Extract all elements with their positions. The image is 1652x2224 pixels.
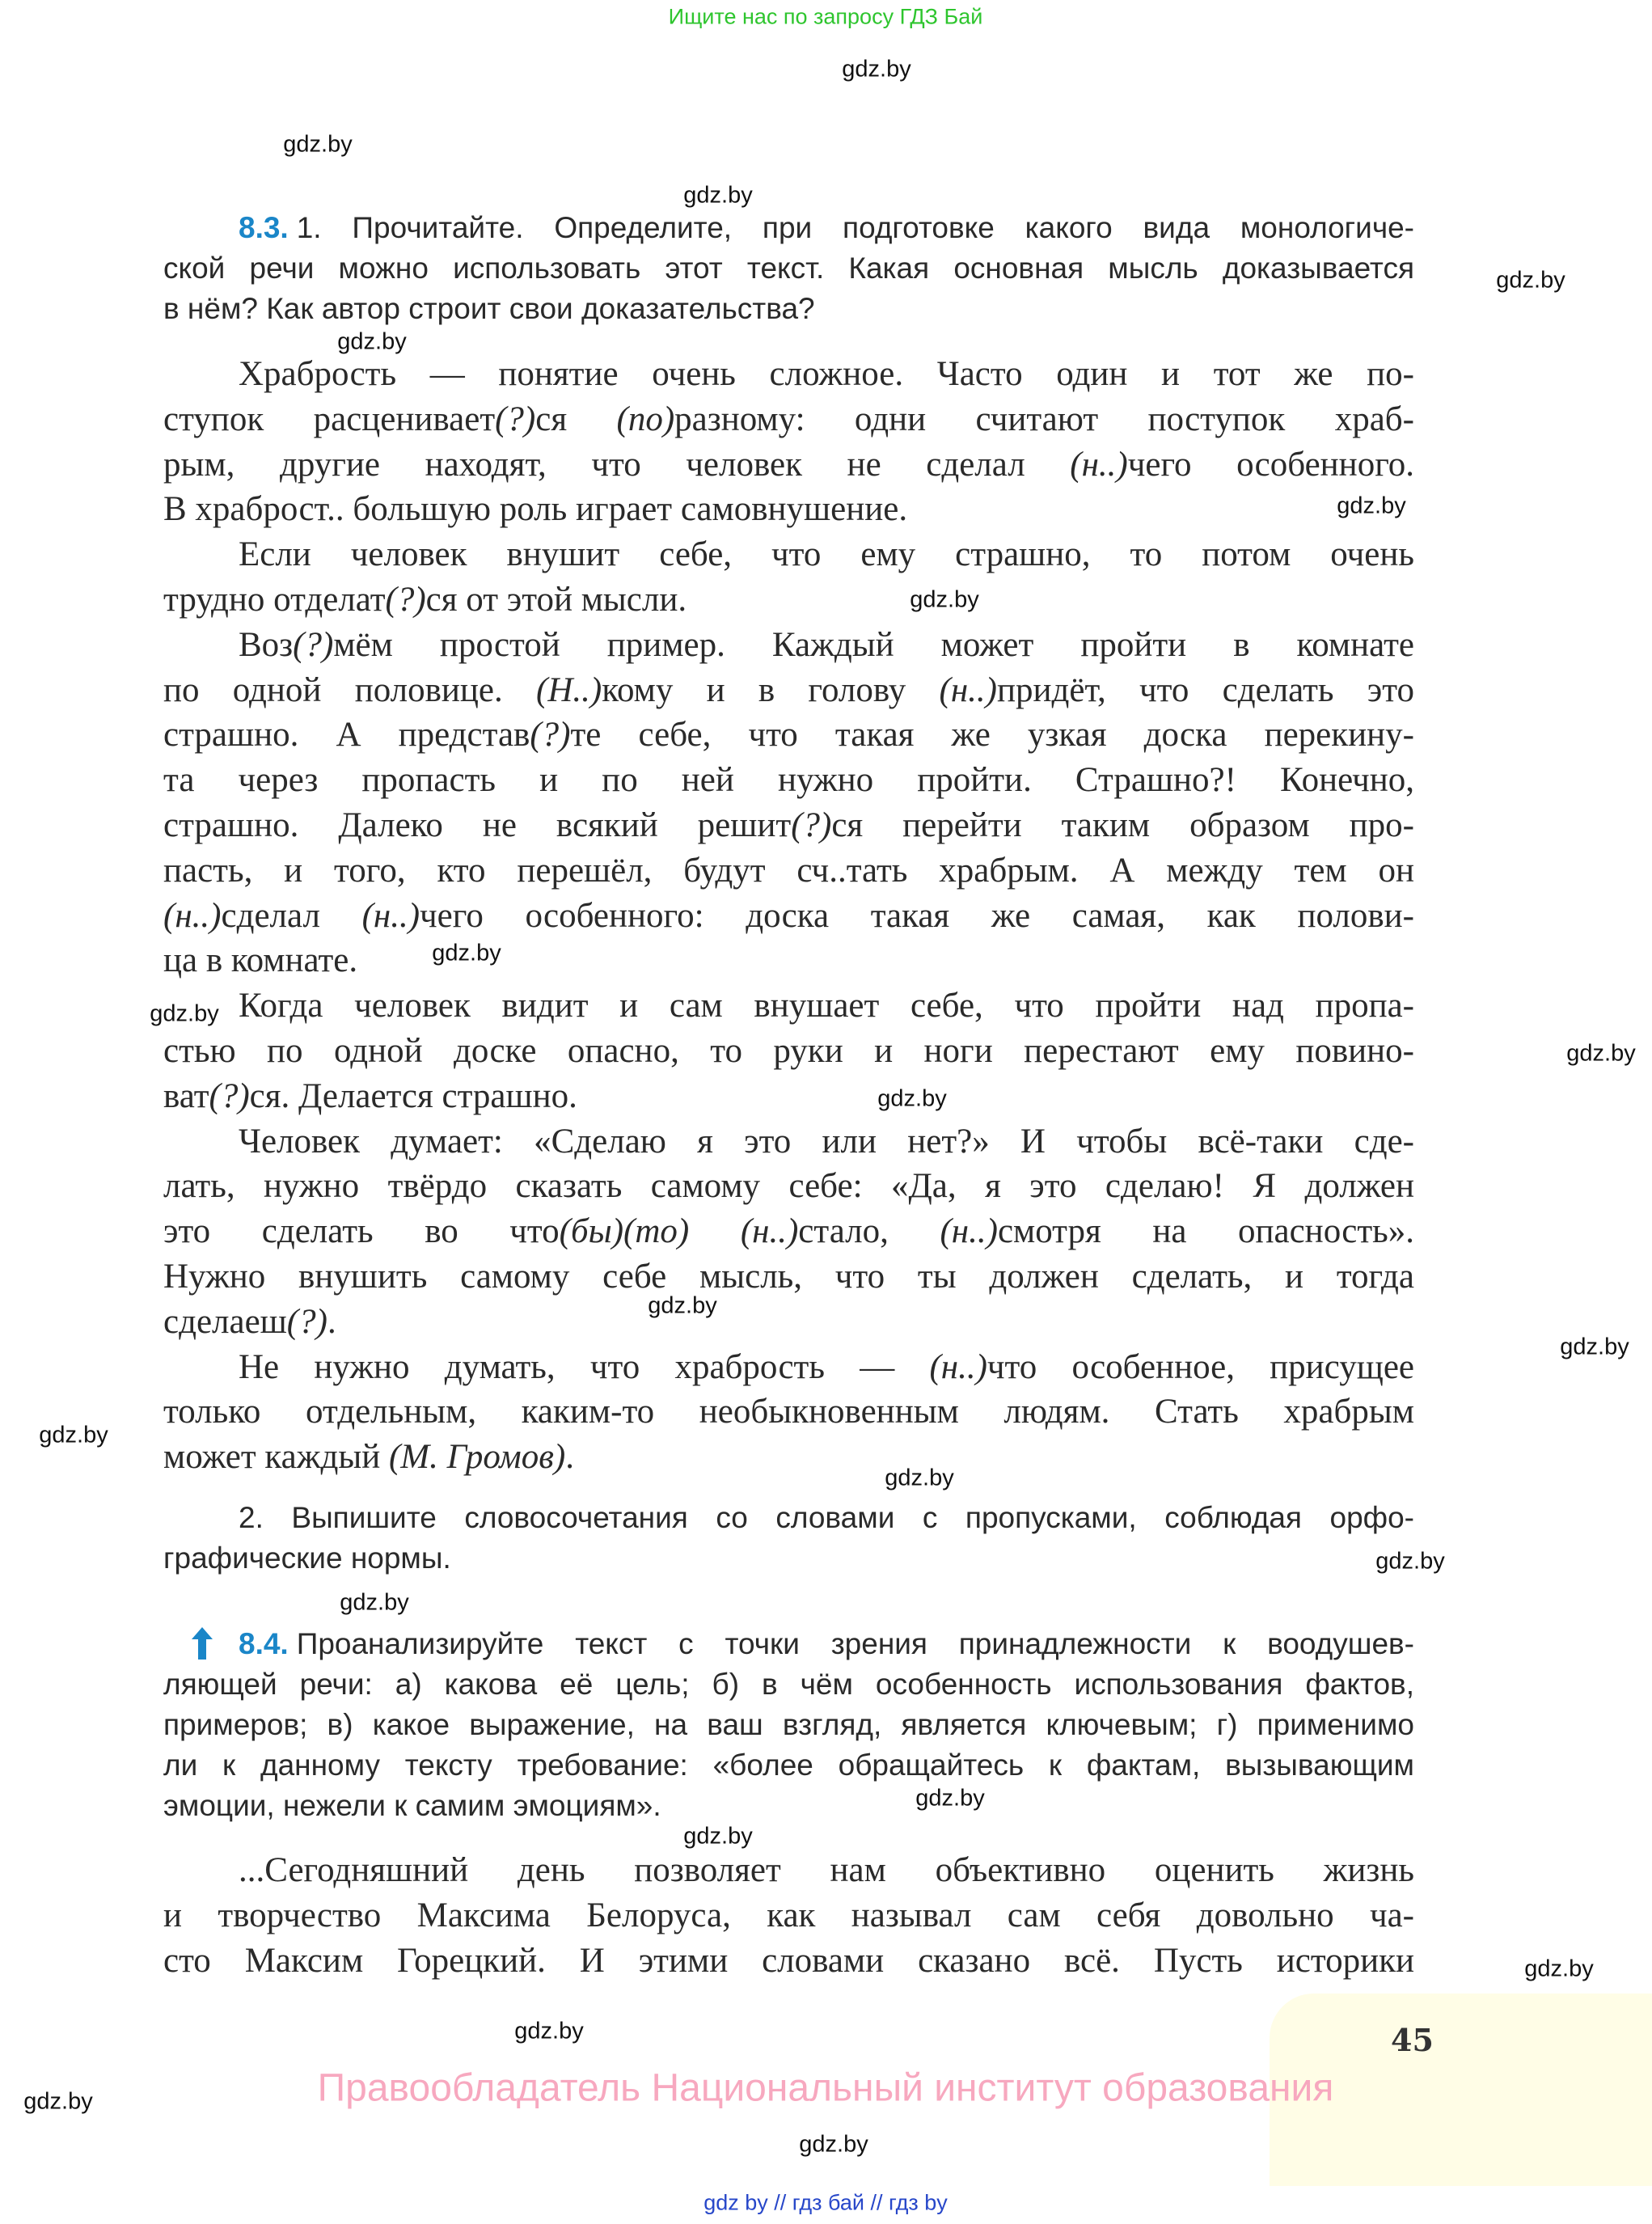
bottom-links[interactable]: gdz by // гдз бай // гдз by xyxy=(703,2190,948,2215)
text-line: это сделать во что(бы)(то) (н..)стало, (н..)смотря на опасность». xyxy=(163,1212,1415,1251)
watermark: gdz.by xyxy=(514,2018,584,2044)
task-line: 2. Выпишите словосочетания со словами с пропусками, соблюдая орфо- xyxy=(239,1501,1414,1534)
watermark: gdz.by xyxy=(877,1085,947,1112)
task-line: ской речи можно использовать этот текст. Какая основная мысль доказывается xyxy=(163,252,1414,285)
text-line: стью по одной доске опасно, то руки и ноги перестают ему повино- xyxy=(163,1031,1414,1070)
watermark: gdz.by xyxy=(1560,1334,1629,1360)
text-line: ...Сегодняшний день позволяет нам объективно оценить жизнь xyxy=(239,1851,1414,1889)
task-line: ляющей речи: а) какова её цель; б) в чём особенность использования фактов, xyxy=(163,1668,1414,1701)
watermark: gdz.by xyxy=(150,1000,219,1027)
task-text: 1. Прочитайте. Определите, при подготовке какого вида монологиче- xyxy=(296,211,1414,244)
text-line: лать, нужно твёрдо сказать самому себе: «Да, я это сделаю! Я должен xyxy=(163,1167,1414,1206)
rights-holder-notice: Правообладатель Национальный институт образования xyxy=(317,2066,1334,2110)
watermark: gdz.by xyxy=(1375,1548,1445,1575)
watermark: gdz.by xyxy=(283,131,353,158)
text-line: Когда человек видит и сам внушает себе, что пройти над пропа- xyxy=(239,987,1414,1025)
exercise-8-3-text xyxy=(163,352,1414,1480)
text-line: Если человек внушит себе, что ему страшно, то потом очень xyxy=(239,535,1414,574)
watermark: gdz.by xyxy=(432,940,501,966)
text-line: только отдельным, каким-то необыкновенным людям. Стать храбрым xyxy=(163,1393,1414,1431)
watermark: gdz.by xyxy=(1524,1956,1594,1982)
task-line: эмоции, нежели к самим эмоциям». xyxy=(163,1789,661,1822)
task-line: примеров; в) какое выражение, на ваш взгляд, является ключевым; г) применимо xyxy=(163,1708,1414,1741)
exercise-8-3-task xyxy=(163,208,1414,329)
text-line: может каждый (М. Громов). xyxy=(163,1438,574,1477)
text-line: по одной половице. (Н..)кому и в голову (н..)придёт, что сделать это xyxy=(163,670,1414,709)
text-line: и творчество Максима Белоруса, как называл сам себя довольно ча- xyxy=(163,1896,1414,1934)
text-line: Храбрость — понятие очень сложное. Часто один и тот же по- xyxy=(239,355,1414,393)
text-line: ступок расценивает(?)ся (по)разному: одни считают поступок храб- xyxy=(163,400,1414,438)
text-line: страшно. Далеко не всякий решит(?)ся перейти таким образом про- xyxy=(163,805,1414,844)
top-banner[interactable]: Ищите нас по запросу ГДЗ Бай xyxy=(668,4,983,29)
exercise-8-3-task2 xyxy=(163,1498,1414,1579)
task-line: графические нормы. xyxy=(163,1541,451,1575)
task-text: Проанализируйте текст с точки зрения принадлежности к воодушев- xyxy=(296,1627,1414,1660)
exercise-8-4-task xyxy=(163,1624,1414,1826)
watermark: gdz.by xyxy=(340,1589,409,1616)
text-line: ца в комнате. xyxy=(163,941,358,980)
arrow-up-icon xyxy=(192,1627,213,1660)
watermark: gdz.by xyxy=(799,2131,868,2158)
task-line xyxy=(163,208,1414,248)
exercise-8-4-text xyxy=(163,1848,1414,1983)
text-line: пасть, и того, кто перешёл, будут сч..тать храбрым. А между тем он xyxy=(163,851,1414,890)
page-number: 45 xyxy=(1391,2022,1434,2058)
watermark: gdz.by xyxy=(1566,1040,1636,1067)
watermark: gdz.by xyxy=(1337,493,1406,519)
watermark: gdz.by xyxy=(683,1823,753,1850)
watermark: gdz.by xyxy=(337,328,407,355)
text-line: та через пропасть и по ней нужно пройти. Страшно?! Конечно, xyxy=(163,761,1414,800)
watermark: gdz.by xyxy=(23,2088,93,2115)
exercise-label: 8.3. xyxy=(239,211,289,244)
exercise-label: 8.4. xyxy=(239,1627,289,1660)
text-line: сделаеш(?). xyxy=(163,1302,336,1341)
watermark: gdz.by xyxy=(885,1465,954,1491)
text-line: Нужно внушить самому себе мысль, что ты должен сделать, и тогда xyxy=(163,1257,1414,1296)
text-line: Воз(?)мём простой пример. Каждый может пройти в комнате xyxy=(239,625,1414,664)
watermark: gdz.by xyxy=(910,586,979,613)
text-line: ват(?)ся. Делается страшно. xyxy=(163,1076,577,1115)
text-line: трудно отделат(?)ся от этой мысли. xyxy=(163,580,687,619)
task-line: в нём? Как автор строит свои доказательства? xyxy=(163,292,815,325)
text-line: рым, другие находят, что человек не сделал (н..)чего особенного. xyxy=(163,445,1415,484)
watermark: gdz.by xyxy=(915,1785,985,1812)
watermark: gdz.by xyxy=(1496,267,1565,294)
watermark: gdz.by xyxy=(683,182,753,209)
watermark: gdz.by xyxy=(842,56,911,82)
text-line: страшно. А представ(?)те себе, что такая же узкая доска перекину- xyxy=(163,716,1414,755)
text-line: Не нужно думать, что храбрость — (н..)что особенное, присущее xyxy=(239,1347,1414,1386)
text-line: В храброст.. большую роль играет самовнушение. xyxy=(163,490,908,529)
text-line: сто Максим Горецкий. И этими словами сказано всё. Пусть историки xyxy=(163,1941,1414,1980)
text-line: (н..)сделал (н..)чего особенного: доска такая же самая, как полови- xyxy=(163,896,1414,935)
text-line: Человек думает: «Сделаю я это или нет?» И чтобы всё-таки сде- xyxy=(239,1122,1414,1161)
watermark: gdz.by xyxy=(39,1422,108,1448)
task-line: ли к данному тексту требование: «более обращайтесь к фактам, вызывающим xyxy=(163,1748,1414,1782)
task-line xyxy=(163,1624,1414,1664)
watermark: gdz.by xyxy=(648,1292,717,1319)
